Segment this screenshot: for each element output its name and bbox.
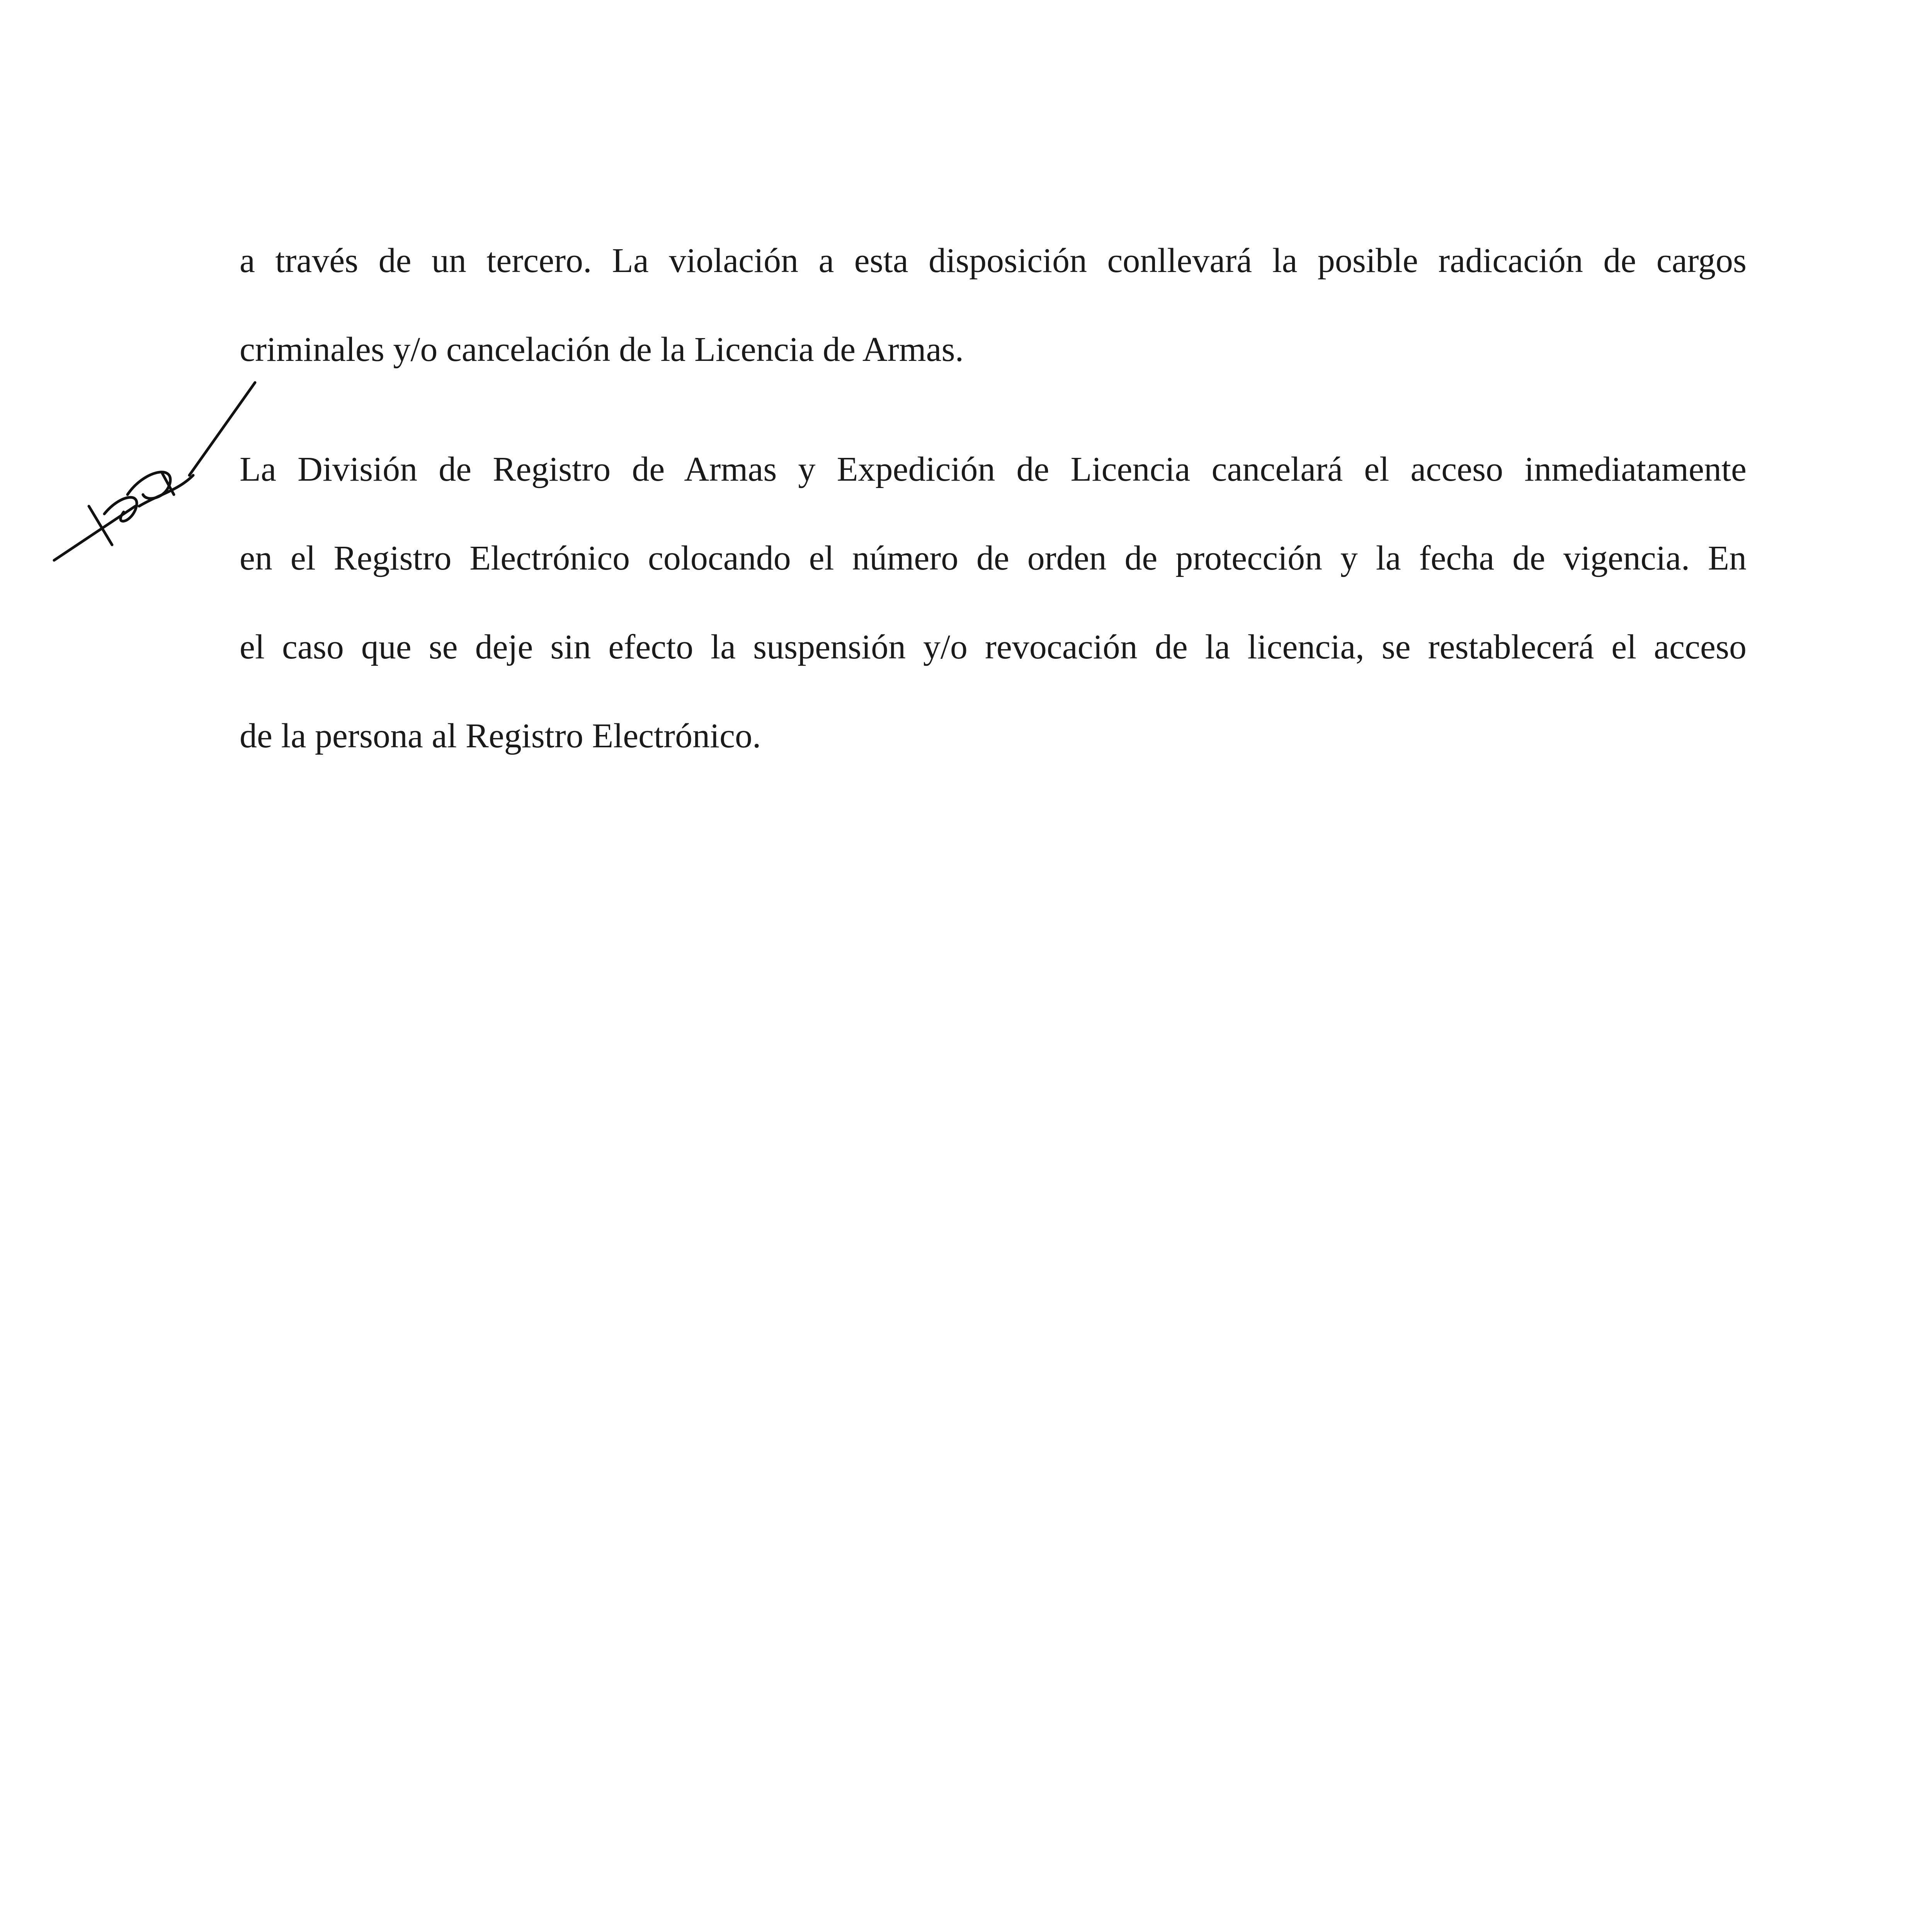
handwritten-initials-signature: [46, 379, 263, 572]
paragraph-line: el caso que se deje sin efecto la suspensión y/o revocación de la licencia, se restablecerá el acceso: [240, 628, 1747, 666]
paragraph-line: a través de un tercero. La violación a esta disposición conllevará la posible radicación de cargos: [240, 242, 1747, 280]
paragraph-line: de la persona al Registro Electrónico.: [240, 717, 761, 755]
paragraph-line: criminales y/o cancelación de la Licencia de Armas.: [240, 330, 964, 369]
paragraph-line: La División de Registro de Armas y Expedición de Licencia cancelará el acceso inmediatamente: [240, 450, 1747, 488]
paragraph-2: [240, 425, 1747, 781]
paragraph-line: en el Registro Electrónico colocando el número de orden de protección y la fecha de vigencia. En: [240, 539, 1747, 577]
paragraph-1: [240, 216, 1747, 394]
